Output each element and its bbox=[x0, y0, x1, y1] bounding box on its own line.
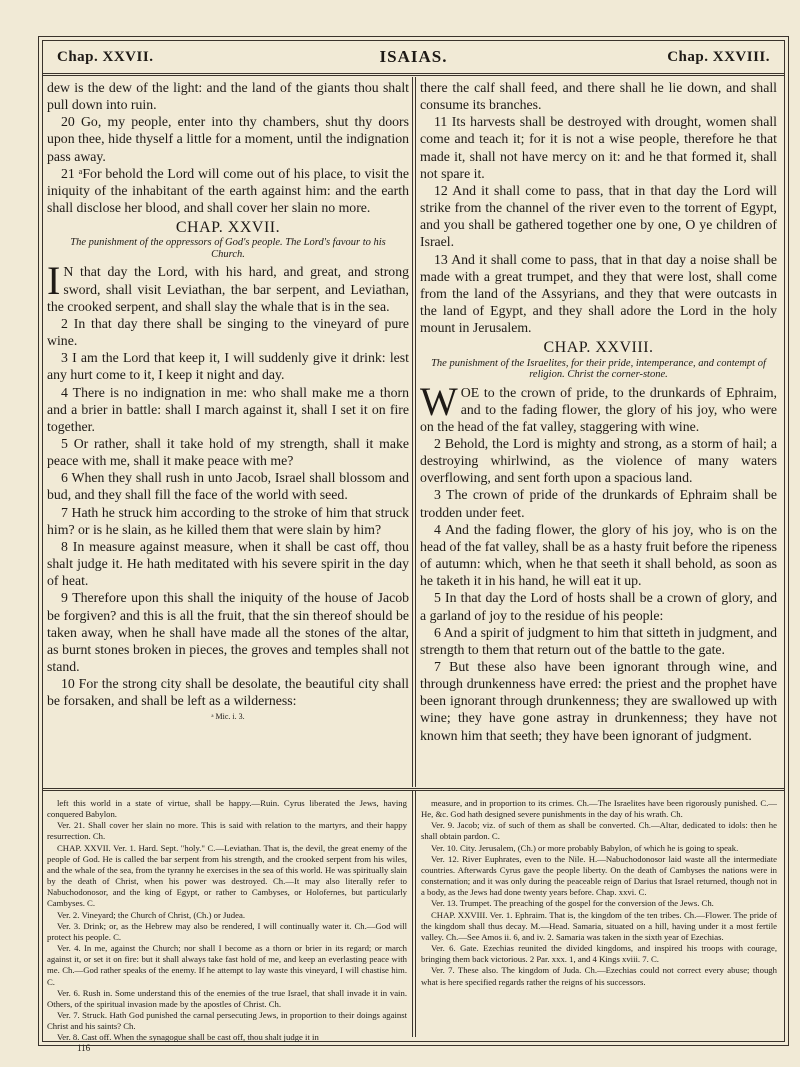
column-divider-double bbox=[415, 77, 416, 787]
verse-8: 8 In measure against measure, when it shall be cast off, thou shalt judge it. He hath meditated with his severe spirit in the day of heat. bbox=[47, 538, 409, 589]
commentary-note: Ver. 3. Drink; or, as the Hebrew may also be rendered, I will continually water it. Ch.—God will protect his people. C. bbox=[47, 920, 407, 942]
commentary-note: CHAP. XXVII. Ver. 1. Hard. Sept. "holy." C.—Leviathan. That is, the devil, the great enemy of the people of God. He is called the bar serpent from his strength, and the crooked serpent from his wiles, and the whale of the sea, from the tyranny he exercises in the sea of this world. He was spiritually slain by the death of Christ, when his power was destroyed. Ch.—It may also literally refer to Nabuchodonosor, and the king of Egypt, or rather to Cambyses, or Holofernes, but particularly Cambyses. C. bbox=[47, 842, 407, 909]
chapter-summary: The punishment of the Israelites, for their pride, intemperance, and contempt of religion. Christ the corner-stone. bbox=[431, 357, 766, 380]
verse-text: dew is the dew of the light: and the land of the giants thou shalt pull down into ruin. bbox=[47, 80, 409, 113]
chapter-summary: The punishment of the oppressors of God's people. The Lord's favour to his Church. bbox=[70, 237, 386, 260]
verse-6: 6 When they shall rush in unto Jacob, Israel shall blossom and bud, and they shall fill the face of the world with seed. bbox=[47, 470, 409, 503]
commentary-note: Ver. 7. Struck. Hath God punished the carnal persecuting Jews, in proportion to their doings against Christ and his saints? Ch. bbox=[47, 1009, 407, 1032]
notes-divider bbox=[412, 791, 413, 1037]
commentary-note: Ver. 13. Trumpet. The preaching of the gospel for the conversion of the Jews. Ch. bbox=[431, 898, 714, 909]
header-rule bbox=[43, 73, 784, 74]
verse-6: 6 And a spirit of judgment to him that sitteth in judgment, and strength to them that return out of the battle to the gate. bbox=[420, 624, 777, 657]
commentary-note: Ver. 6. Gate. Ezechias reunited the divided kingdoms, and inspired his troops with courage, bringing them back victorious. 2 Par. xxx. 1, and 4 Kings xviii. 7. C. bbox=[421, 943, 777, 965]
commentary-note: Ver. 21. Shall cover her slain no more. This is said with relation to the martyrs, and their happy resurrection. Ch. bbox=[47, 820, 407, 842]
verse-4: 4 There is no indignation in me: who shall make me a thorn and a brier in battle: shall I march against it, shall I set it on fire together. bbox=[47, 384, 409, 434]
drop-cap: W bbox=[420, 378, 458, 424]
verse-20: 20 Go, my people, enter into thy chambers, shut thy doors upon thee, hide thyself a little for a moment, until the indignation pass away. bbox=[47, 114, 409, 164]
verse-2: 2 Behold, the Lord is mighty and strong, as a storm of hail; a destroying whirlwind, as the violence of many waters overflowing, and sent forth upon a spacious land. bbox=[420, 435, 777, 486]
notes-rule bbox=[43, 788, 784, 789]
book-title: ISAIAS. bbox=[379, 47, 448, 66]
column-divider bbox=[412, 77, 413, 787]
verse-4: 4 And the fading flower, the glory of his joy, who is on the head of the fat valley, shall be as a hasty fruit before the ripeness of autumn: which, when he that seeth it shall behold, as soon as he taketh it in his hand, he will eat it up. bbox=[420, 521, 777, 589]
left-text-column bbox=[47, 79, 409, 779]
verse-10: 10 For the strong city shall be desolate, the beautiful city shall be forsaken, and shall be left as a wilderness: bbox=[47, 676, 409, 709]
verse-text: there the calf shall feed, and there shall he lie down, and shall consume its branches. bbox=[420, 80, 777, 113]
drop-cap: I bbox=[47, 258, 61, 304]
verse-1 bbox=[420, 378, 777, 435]
right-text-column bbox=[420, 79, 777, 779]
verse-11: 11 Its harvests shall be destroyed with drought, women shall come and teach it; for it is not a wise people, therefore he that made it, shall not have mercy on it: and he that formed it, shall not spare it. bbox=[420, 114, 777, 181]
verse-3: 3 I am the Lord that keep it, I will suddenly give it drink: lest any hurt come to it, I keep it night and day. bbox=[47, 350, 409, 383]
verse-3: 3 The crown of pride of the drunkards of Ephraim shall be trodden under feet. bbox=[420, 487, 777, 520]
verse-1 bbox=[47, 258, 409, 314]
verse-1-text: OE to the crown of pride, to the drunkards of Ephraim, and to the fading flower, the glory of his joy, who were on the head of the fat valley, staggering with wine. bbox=[420, 384, 777, 434]
commentary-left bbox=[47, 798, 407, 1054]
verse-7: 7 But these also have been ignorant through wine, and through drunkenness have erred: the priest and the prophet have been ignorant through drunkenness; they are swallowed up with wine; they have gone astray in drunkenness; they have not known him that seeth; they have been ignorant of judgment. bbox=[420, 659, 777, 743]
commentary-note: Ver. 8. Cast off. When the synagogue shall be cast off, thou shalt judge it in bbox=[57, 1032, 319, 1043]
commentary-note: Ver. 12. River Euphrates, even to the Nile. H.—Nabuchodonosor laid waste all the intermediate countries. Afterwards Cyrus gave the people liberty. On the death of Cambyses the nations were in consternation; and it was only during the peaceable reign of Darius that Israel returned, though not in a body, as the Jews had done twenty years before. Chap. xxvi. C. bbox=[421, 853, 777, 898]
verse-5: 5 In that day the Lord of hosts shall be a crown of glory, and a garland of joy to the residue of his people: bbox=[420, 590, 777, 623]
commentary-note: Ver. 9. Jacob; viz. of such of them as shall be converted. Ch.—Altar, dedicated to idols: then he shall obtain pardon. C. bbox=[421, 820, 777, 842]
commentary-note: left this world in a state of virtue, shall be happy.—Ruin. Cyrus liberated the Jews, having conquered Babylon. bbox=[47, 798, 407, 820]
header-chapter-left: Chap. XXVII. bbox=[57, 49, 154, 65]
running-header bbox=[39, 47, 788, 73]
commentary-note: CHAP. XXVIII. Ver. 1. Ephraim. That is, the kingdom of the ten tribes. Ch.—Flower. The pride of the kingdom shall thus decay. M.—Head. Samaria, situated on a hill, having under it a most fertile valley. Ch.—See Amos ii. 6, and iv. 2. Samaria was taken in the sixth year of Ezechias. bbox=[421, 909, 777, 942]
header-rule-double bbox=[43, 75, 784, 76]
notes-divider-double bbox=[415, 791, 416, 1037]
verse-12: 12 And it shall come to pass, that in that day the Lord will strike from the channel of the river even to the torrent of Egypt, and you shall be gathered together one by one, O ye children of Israel. bbox=[420, 182, 777, 250]
page-frame bbox=[38, 36, 789, 1054]
verse-9: 9 Therefore upon this shall the iniquity of the house of Jacob be forgiven? and this is all the fruit, that the sin thereof should be taken away, when he shall have made all the stones of the altar, as burnt stones broken in pieces, the groves and temples shall not stand. bbox=[47, 590, 409, 674]
commentary-right bbox=[421, 798, 777, 1034]
commentary-note: Ver. 7. These also. The kingdom of Juda. Ch.—Ezechias could not correct every abuse; though what is here specified regards rather the reigns of his successors. bbox=[421, 965, 777, 987]
commentary-note: Ver. 6. Rush in. Some understand this of the enemies of the true Israel, that shall invade it in vain. Others, of the spiritual invasion made by the apostles of Christ. Ch. bbox=[47, 987, 407, 1009]
verse-21: 21 ᵃFor behold the Lord will come out of his place, to visit the iniquity of the inhabitant of the earth against him: and the earth shall disclose her blood, and shall cover her slain no more. bbox=[47, 165, 409, 216]
chapter-heading: CHAP. XXVIII. bbox=[543, 339, 654, 357]
verse-7: 7 Hath he struck him according to the stroke of him that struck him? or is he slain, as he killed them that were slain by him? bbox=[47, 504, 409, 537]
page-number: 116 bbox=[77, 1043, 91, 1054]
verse-5: 5 Or rather, shall it take hold of my strength, shall it make peace with me, shall it make peace with me? bbox=[47, 435, 409, 469]
footnote-reference: ᵃ Mic. i. 3. bbox=[211, 712, 245, 722]
header-chapter-right: Chap. XXVIII. bbox=[667, 49, 770, 65]
verse-13: 13 And it shall come to pass, that in that day a noise shall be made with a great trumpet, and they that were lost, shall come from the land of the Assyrians, and they that were outcasts in the land of Egypt, and they shall adore the Lord in the holy mount in Jerusalem. bbox=[420, 251, 777, 336]
commentary-note: Ver. 4. In me, against the Church; nor shall I become as a thorn or brier in its regard; or march against it, or set it on fire: but it shall always take fast hold of me, and keep an everlasting peace with me. Ch.—God rather speaks of the enemy. If he attempt to lay waste this vineyard, I will chastise him. C. bbox=[47, 943, 407, 987]
commentary-note: measure, and in proportion to its crimes. Ch.—The Israelites have been rigorously punished. C.—He, &c. God hath designed severe punishments in the day of his wrath. Ch. bbox=[421, 798, 777, 820]
notes-rule-double bbox=[43, 790, 784, 791]
verse-1-text: N that day the Lord, with his hard, and great, and strong sword, shall visit Leviathan, the bar serpent, and Leviathan, the crooked serpent, and shall slay the whale that is in the sea. bbox=[47, 264, 409, 314]
commentary-note: Ver. 10. City. Jerusalem, (Ch.) or more probably Babylon, of which he is going to speak. bbox=[431, 842, 739, 853]
commentary-note: Ver. 2. Vineyard; the Church of Christ, (Ch.) or Judea. bbox=[57, 909, 245, 920]
chapter-heading: CHAP. XXVII. bbox=[175, 219, 281, 237]
verse-2: 2 In that day there shall be singing to the vineyard of pure wine. bbox=[47, 315, 409, 349]
